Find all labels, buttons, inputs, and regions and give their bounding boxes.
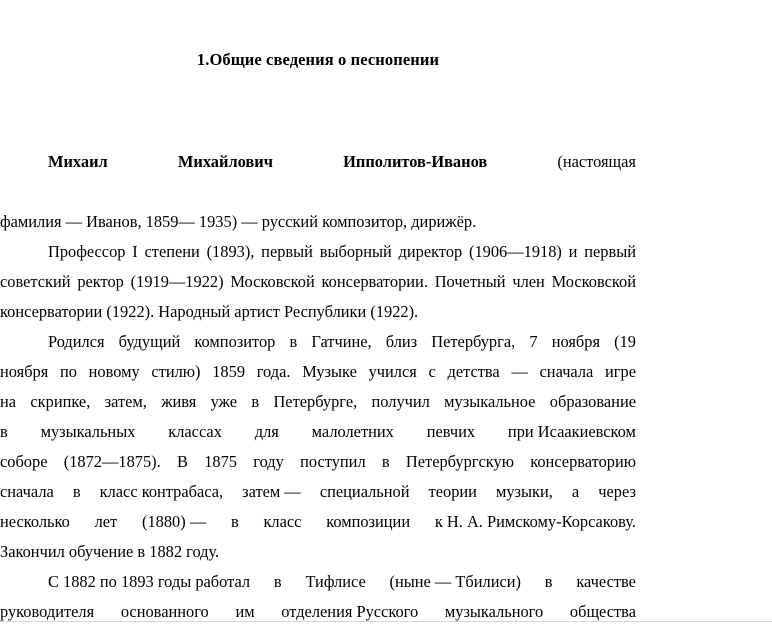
paragraph-3-line-1: Родился будущий композитор в Гатчине, близ Петербурга, 7 ноября (19 — [48, 332, 636, 351]
p3l6-w6: теории — [428, 482, 477, 501]
p3l6-w5: специальной — [319, 482, 410, 501]
p3l6-w3: класс контрабаса, — [99, 482, 224, 501]
document-body — [0, 147, 636, 624]
p4l2-w1: руководителя — [0, 602, 95, 621]
p4l1-w4: (ныне — Тбилиси) — [389, 572, 521, 591]
paragraph-3-line-2: ноября по новому стилю) 1859 года. Музыке учился с детства — сначала игре — [0, 362, 636, 381]
p4l2-w2: основанного — [120, 602, 209, 621]
paragraph-2: Профессор I степени (1893), первый выборный директор (1906—1918) и первый советский ректор (1919—1922) Московской консерватории. Почетный член Московской консерватории (1922). Народный артист Республики (1922). — [0, 242, 636, 321]
p3l4-w7: при Исаакиевском — [507, 422, 636, 441]
name-patronymic: Михайлович — [177, 152, 273, 171]
page-bottom-divider — [0, 621, 772, 622]
p3l7-w5: класс — [263, 512, 302, 531]
paragraph-3-line-6 — [0, 477, 636, 507]
p3l6-w8: а — [571, 482, 580, 501]
paragraph-3-line-8: Закончил обучение в 1882 году. — [0, 542, 220, 561]
p4l1-w5: в — [544, 572, 553, 591]
paragraph-3-line-5: соборе (1872—1875). В 1875 году поступил в Петербургскую консерваторию — [0, 452, 636, 471]
p3l4-w5: малолетних — [311, 422, 394, 441]
p3l4-w6: певчих — [426, 422, 476, 441]
paragraph-1-rest: фамилия — Иванов, 1859— 1935) — русский композитор, дирижёр. — [0, 212, 477, 231]
p4l2-w3: им — [235, 602, 255, 621]
p4l1-w6: качестве — [576, 572, 636, 591]
p3l4-w3: классах — [168, 422, 222, 441]
p4l2-w6: общества — [569, 602, 636, 621]
p4l1-w2: в — [273, 572, 282, 591]
page-title: 1.Общие сведения о песнопении — [196, 50, 440, 69]
p4l1-w3: Тифлисе — [305, 572, 366, 591]
p4l2-w5: музыкального — [444, 602, 544, 621]
name-surname: Ипполитов-Иванов — [343, 152, 488, 171]
p3l4-w4: для — [254, 422, 279, 441]
p3l6-w9: через — [598, 482, 636, 501]
paragraph-4-line-1 — [0, 567, 636, 597]
paragraph-4 — [0, 567, 636, 624]
p3l7-w4: в — [230, 512, 239, 531]
paragraph-3-line-7 — [0, 507, 636, 537]
p4l2-w4: отделения Русского — [281, 602, 419, 621]
p3l7-w1: несколько — [0, 512, 70, 531]
paragraph-1-lead-tail: (настоящая — [557, 152, 636, 171]
p3l4-w1: в — [0, 422, 8, 441]
p3l7-w7: к Н. А. Римскому-Корсакову. — [434, 512, 636, 531]
p3l4-w2: музыкальных — [40, 422, 136, 441]
paragraph-3-line-4 — [0, 417, 636, 447]
p3l6-w4: затем — — [242, 482, 301, 501]
paragraph-1-line-1 — [0, 147, 636, 207]
paragraph-3-line-3: на скрипке, затем, живя уже в Петербурге, получил музыкальное образование — [0, 392, 636, 411]
p3l6-w2: в — [72, 482, 81, 501]
paragraph-1 — [0, 147, 636, 237]
p3l6-w7: музыки, — [495, 482, 553, 501]
p3l7-w6: композиции — [326, 512, 411, 531]
p4l1-w1: С 1882 по 1893 годы работал — [48, 572, 251, 591]
p3l6-w1: сначала — [0, 482, 54, 501]
name-first: Михаил — [48, 152, 108, 171]
p3l7-w2: лет — [94, 512, 118, 531]
paragraph-3 — [0, 327, 636, 567]
p3l7-w3: (1880) — — [141, 512, 207, 531]
paragraph-4-line-2-clipped — [0, 597, 636, 624]
